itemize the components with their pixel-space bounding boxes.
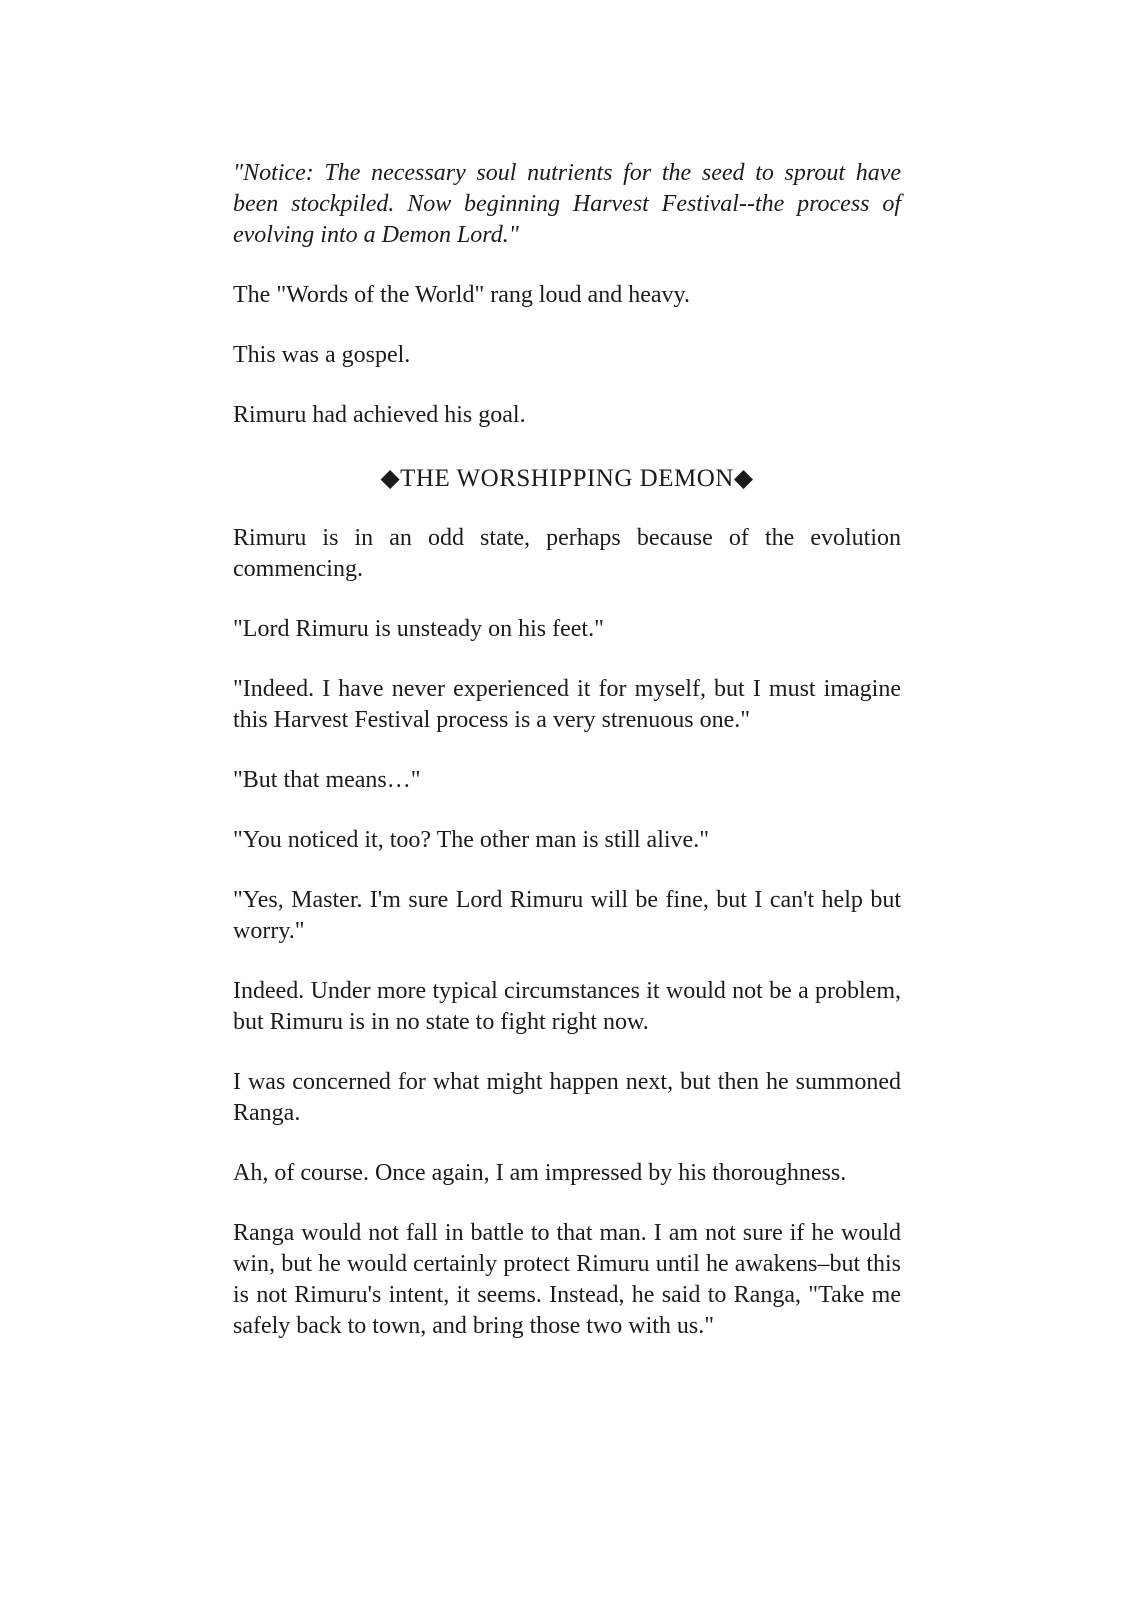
- paragraph: Rimuru is in an odd state, perhaps because of the evolution commencing.: [233, 525, 901, 582]
- dialogue-paragraph: "Indeed. I have never experienced it for myself, but I must imagine this Harvest Festival process is a very strenuous one.": [233, 676, 901, 733]
- paragraph: Ah, of course. Once again, I am impressed by his thoroughness.: [233, 1160, 847, 1186]
- dialogue-paragraph: "But that means…": [233, 767, 421, 793]
- paragraph: The "Words of the World" rang loud and heavy.: [233, 282, 690, 308]
- notice-paragraph: "Notice: The necessary soul nutrients for the seed to sprout have been stockpiled. Now beginning Harvest Festival--the process of evolving into a Demon Lord.": [233, 160, 901, 248]
- paragraph: I was concerned for what might happen next, but then he summoned Ranga.: [233, 1069, 901, 1126]
- dialogue-paragraph: "Yes, Master. I'm sure Lord Rimuru will be fine, but I can't help but worry.": [233, 887, 901, 944]
- paragraph: This was a gospel.: [233, 342, 411, 368]
- dialogue-paragraph: "Lord Rimuru is unsteady on his feet.": [233, 616, 604, 642]
- paragraph: Indeed. Under more typical circumstances it would not be a problem, but Rimuru is in no state to fight right now.: [233, 978, 901, 1035]
- paragraph: Rimuru had achieved his goal.: [233, 402, 526, 428]
- dialogue-paragraph: "You noticed it, too? The other man is still alive.": [233, 827, 709, 853]
- section-heading: ◆THE WORSHIPPING DEMON◆: [380, 465, 754, 492]
- paragraph: Ranga would not fall in battle to that man. I am not sure if he would win, but he would certainly protect Rimuru until he awakens–but this is not Rimuru's intent, it seems. Instead, he said to Ranga, "Take me safely back to town, and bring those two with us.": [233, 1220, 901, 1339]
